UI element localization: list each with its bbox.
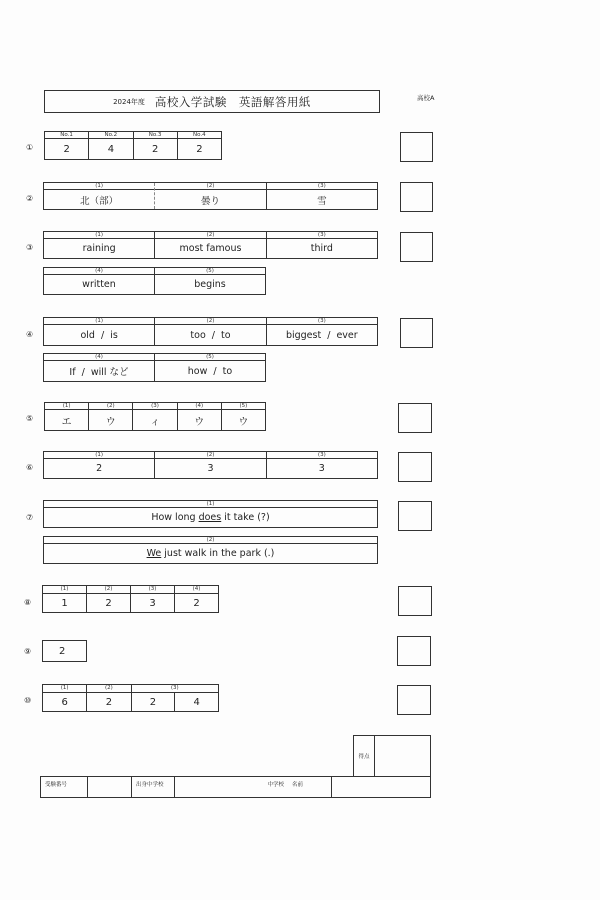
- q5-label: (4): [178, 403, 221, 410]
- q2-label: (1): [44, 183, 154, 190]
- q10-number: ⑩: [24, 696, 32, 705]
- q5-answer: ウ: [194, 416, 205, 428]
- q2-number: ②: [26, 194, 34, 203]
- q8-answer: 1: [61, 597, 68, 609]
- q4-label: (4): [44, 354, 154, 361]
- q3-answer-grid-row2: [43, 267, 266, 295]
- q1-cell: [45, 132, 88, 159]
- q5-cell: [221, 403, 265, 430]
- q1-label: No.3: [134, 132, 177, 139]
- name-label: 名前: [292, 782, 304, 788]
- score-label: 得点: [354, 736, 375, 776]
- q7-answer-row1: [43, 500, 378, 528]
- q1-label: No.1: [45, 132, 88, 139]
- q7-a1-pre: How long: [151, 512, 199, 523]
- q3-cell: [266, 232, 377, 258]
- q3-answer: begins: [194, 279, 226, 290]
- q3-cell: [44, 232, 154, 258]
- q5-label: (3): [133, 403, 176, 410]
- q5-answer: ウ: [238, 416, 249, 428]
- q6-answer: 3: [207, 463, 214, 474]
- q6-label: (1): [44, 452, 154, 459]
- q5-number: ⑤: [26, 414, 34, 423]
- q7-label: (1): [44, 501, 377, 508]
- q1-cell: [133, 132, 177, 159]
- q8-label: (3): [131, 586, 174, 594]
- q7-label: (2): [44, 537, 377, 544]
- q2-cell: [44, 183, 154, 209]
- q5-answer-grid: [44, 402, 266, 431]
- score-box-q1[interactable]: [400, 132, 433, 162]
- q7-answer-2: [44, 544, 377, 563]
- q4-cell: [266, 318, 377, 345]
- q2-answer: 北（部）: [80, 195, 119, 207]
- q5-cell: [88, 403, 132, 430]
- q8-cell: [174, 586, 218, 612]
- q3-cell: [44, 268, 154, 294]
- q10-label: (2): [87, 685, 130, 693]
- q8-cell: [43, 586, 86, 612]
- q10-cell: [86, 685, 130, 711]
- q4-cell: [154, 318, 265, 345]
- q4-cell: [44, 354, 154, 381]
- score-box-q2[interactable]: [400, 182, 433, 212]
- q4-answer: old / is: [80, 329, 118, 341]
- q6-answer-grid: [43, 451, 378, 479]
- q10-sub-answers: [132, 693, 219, 711]
- q6-cell: [44, 452, 154, 478]
- q3-label: (5): [155, 268, 265, 275]
- q8-answer-grid: [42, 585, 219, 613]
- q2-label: (3): [267, 183, 377, 190]
- q5-label: (1): [45, 403, 88, 410]
- q7-a2-underlined: We: [146, 548, 162, 559]
- q3-answer-grid-row1: [43, 231, 378, 259]
- q4-answer-grid-row2: [43, 353, 266, 382]
- exam-year: 2024年度: [113, 97, 145, 106]
- q7-cell: [44, 537, 377, 563]
- q7-answer-row2: [43, 536, 378, 564]
- q6-number: ⑥: [26, 463, 34, 472]
- q1-answer-grid: [44, 131, 222, 160]
- q5-cell: [45, 403, 88, 430]
- q10-label: (3): [132, 685, 219, 693]
- examinee-info-row: [40, 776, 431, 798]
- q10-cell: [43, 685, 86, 711]
- q1-answer: 2: [63, 143, 70, 155]
- q9-answer-box: [42, 640, 87, 662]
- q1-answer: 2: [196, 143, 203, 155]
- score-box-q7[interactable]: [398, 501, 432, 531]
- q2-cell: [266, 183, 377, 209]
- school-from-field[interactable]: [174, 777, 288, 797]
- total-score-box: [353, 735, 431, 777]
- q8-cell: [130, 586, 174, 612]
- q5-answer: ィ: [150, 416, 160, 428]
- total-score-field[interactable]: [375, 736, 430, 776]
- exam-number-label: 受験番号: [45, 782, 68, 788]
- q8-answer: 3: [149, 597, 156, 609]
- q8-label: (1): [43, 586, 86, 594]
- q1-number: ①: [26, 143, 34, 152]
- q3-number: ③: [26, 243, 34, 252]
- q4-number: ④: [26, 330, 34, 339]
- q1-label: No.4: [178, 132, 221, 139]
- q6-label: (2): [155, 452, 265, 459]
- q5-label: (5): [222, 403, 265, 410]
- q10-label: (1): [43, 685, 86, 693]
- q4-answer: If / will など: [69, 367, 129, 378]
- score-box-q5[interactable]: [398, 403, 432, 433]
- q2-label: (2): [155, 183, 265, 190]
- q9-number: ⑨: [24, 647, 32, 656]
- score-box-q9[interactable]: [397, 636, 431, 666]
- q4-label: (5): [155, 354, 265, 361]
- q2-answer-grid: [43, 182, 378, 210]
- q8-label: (2): [87, 586, 130, 594]
- q7-cell: [44, 501, 377, 527]
- q6-answer: 2: [96, 463, 103, 474]
- score-box-q3[interactable]: [400, 232, 433, 262]
- q10-answer: 2: [149, 696, 157, 708]
- q4-answer: how / to: [187, 365, 233, 377]
- q7-answer-1: [44, 508, 377, 527]
- q7-a2-post: just walk in the park (.): [161, 548, 275, 559]
- score-box-q6[interactable]: [398, 452, 432, 482]
- q9-cell: [43, 641, 86, 661]
- q3-answer: written: [82, 279, 116, 290]
- q6-cell: [154, 452, 265, 478]
- q4-label: (1): [44, 318, 154, 325]
- q3-label: (4): [44, 268, 154, 275]
- q3-answer: third: [310, 243, 333, 254]
- q2-answer: 雪: [317, 195, 327, 207]
- q4-answer: too / to: [190, 329, 231, 341]
- page-title: 高校入学試験 英語解答用紙: [154, 94, 311, 109]
- title-box: [44, 90, 380, 113]
- score-box-q8[interactable]: [398, 586, 432, 616]
- school-tag: 高校A: [417, 94, 435, 102]
- q2-cell: [154, 183, 265, 209]
- q3-answer: raining: [82, 243, 116, 254]
- name-field[interactable]: [331, 777, 430, 797]
- q1-answer: 4: [107, 143, 115, 155]
- q5-answer: ウ: [105, 416, 116, 428]
- score-box-q4[interactable]: [400, 318, 433, 348]
- q4-cell: [44, 318, 154, 345]
- q1-label: No.2: [89, 132, 132, 139]
- q1-answer: 2: [151, 143, 159, 155]
- school-from-label: 出身中学校: [131, 777, 174, 797]
- q10-answer-grid: [42, 684, 219, 712]
- q6-answer: 3: [318, 463, 325, 474]
- q4-label: (3): [267, 318, 377, 325]
- q6-label: (3): [267, 452, 377, 459]
- q4-cell: [154, 354, 265, 381]
- q6-cell: [266, 452, 377, 478]
- q10-answer: 4: [174, 693, 218, 711]
- q3-label: (1): [44, 232, 154, 239]
- q7-a1-post: it take (?): [221, 512, 270, 523]
- q4-answer-grid-row1: [43, 317, 378, 346]
- exam-number-field[interactable]: [87, 777, 131, 797]
- q1-cell: [177, 132, 221, 159]
- q4-label: (2): [155, 318, 265, 325]
- q8-label: (4): [175, 586, 218, 594]
- q8-number: ⑧: [24, 598, 32, 607]
- q5-cell: [177, 403, 221, 430]
- q5-answer: エ: [61, 416, 72, 428]
- q10-answer: 6: [61, 696, 68, 708]
- q9-answer: 2: [59, 645, 66, 657]
- q3-label: (2): [155, 232, 265, 239]
- q3-answer: most famous: [179, 243, 242, 254]
- score-box-q10[interactable]: [397, 685, 431, 715]
- q3-cell: [154, 232, 265, 258]
- q1-cell: [88, 132, 132, 159]
- q2-answer: 曇り: [200, 195, 220, 207]
- q5-label: (2): [89, 403, 132, 410]
- q8-answer: 2: [193, 597, 200, 609]
- q7-a1-underlined: does: [198, 512, 222, 523]
- q5-cell: [132, 403, 176, 430]
- q8-answer: 2: [105, 597, 112, 609]
- q10-cell: [131, 685, 219, 711]
- q10-answer: 2: [105, 696, 113, 708]
- q3-cell: [154, 268, 265, 294]
- q4-answer: biggest / ever: [285, 329, 358, 341]
- q3-label: (3): [267, 232, 377, 239]
- junior-high-suffix: 中学校: [267, 782, 284, 788]
- q8-cell: [86, 586, 130, 612]
- q7-number: ⑦: [26, 513, 34, 522]
